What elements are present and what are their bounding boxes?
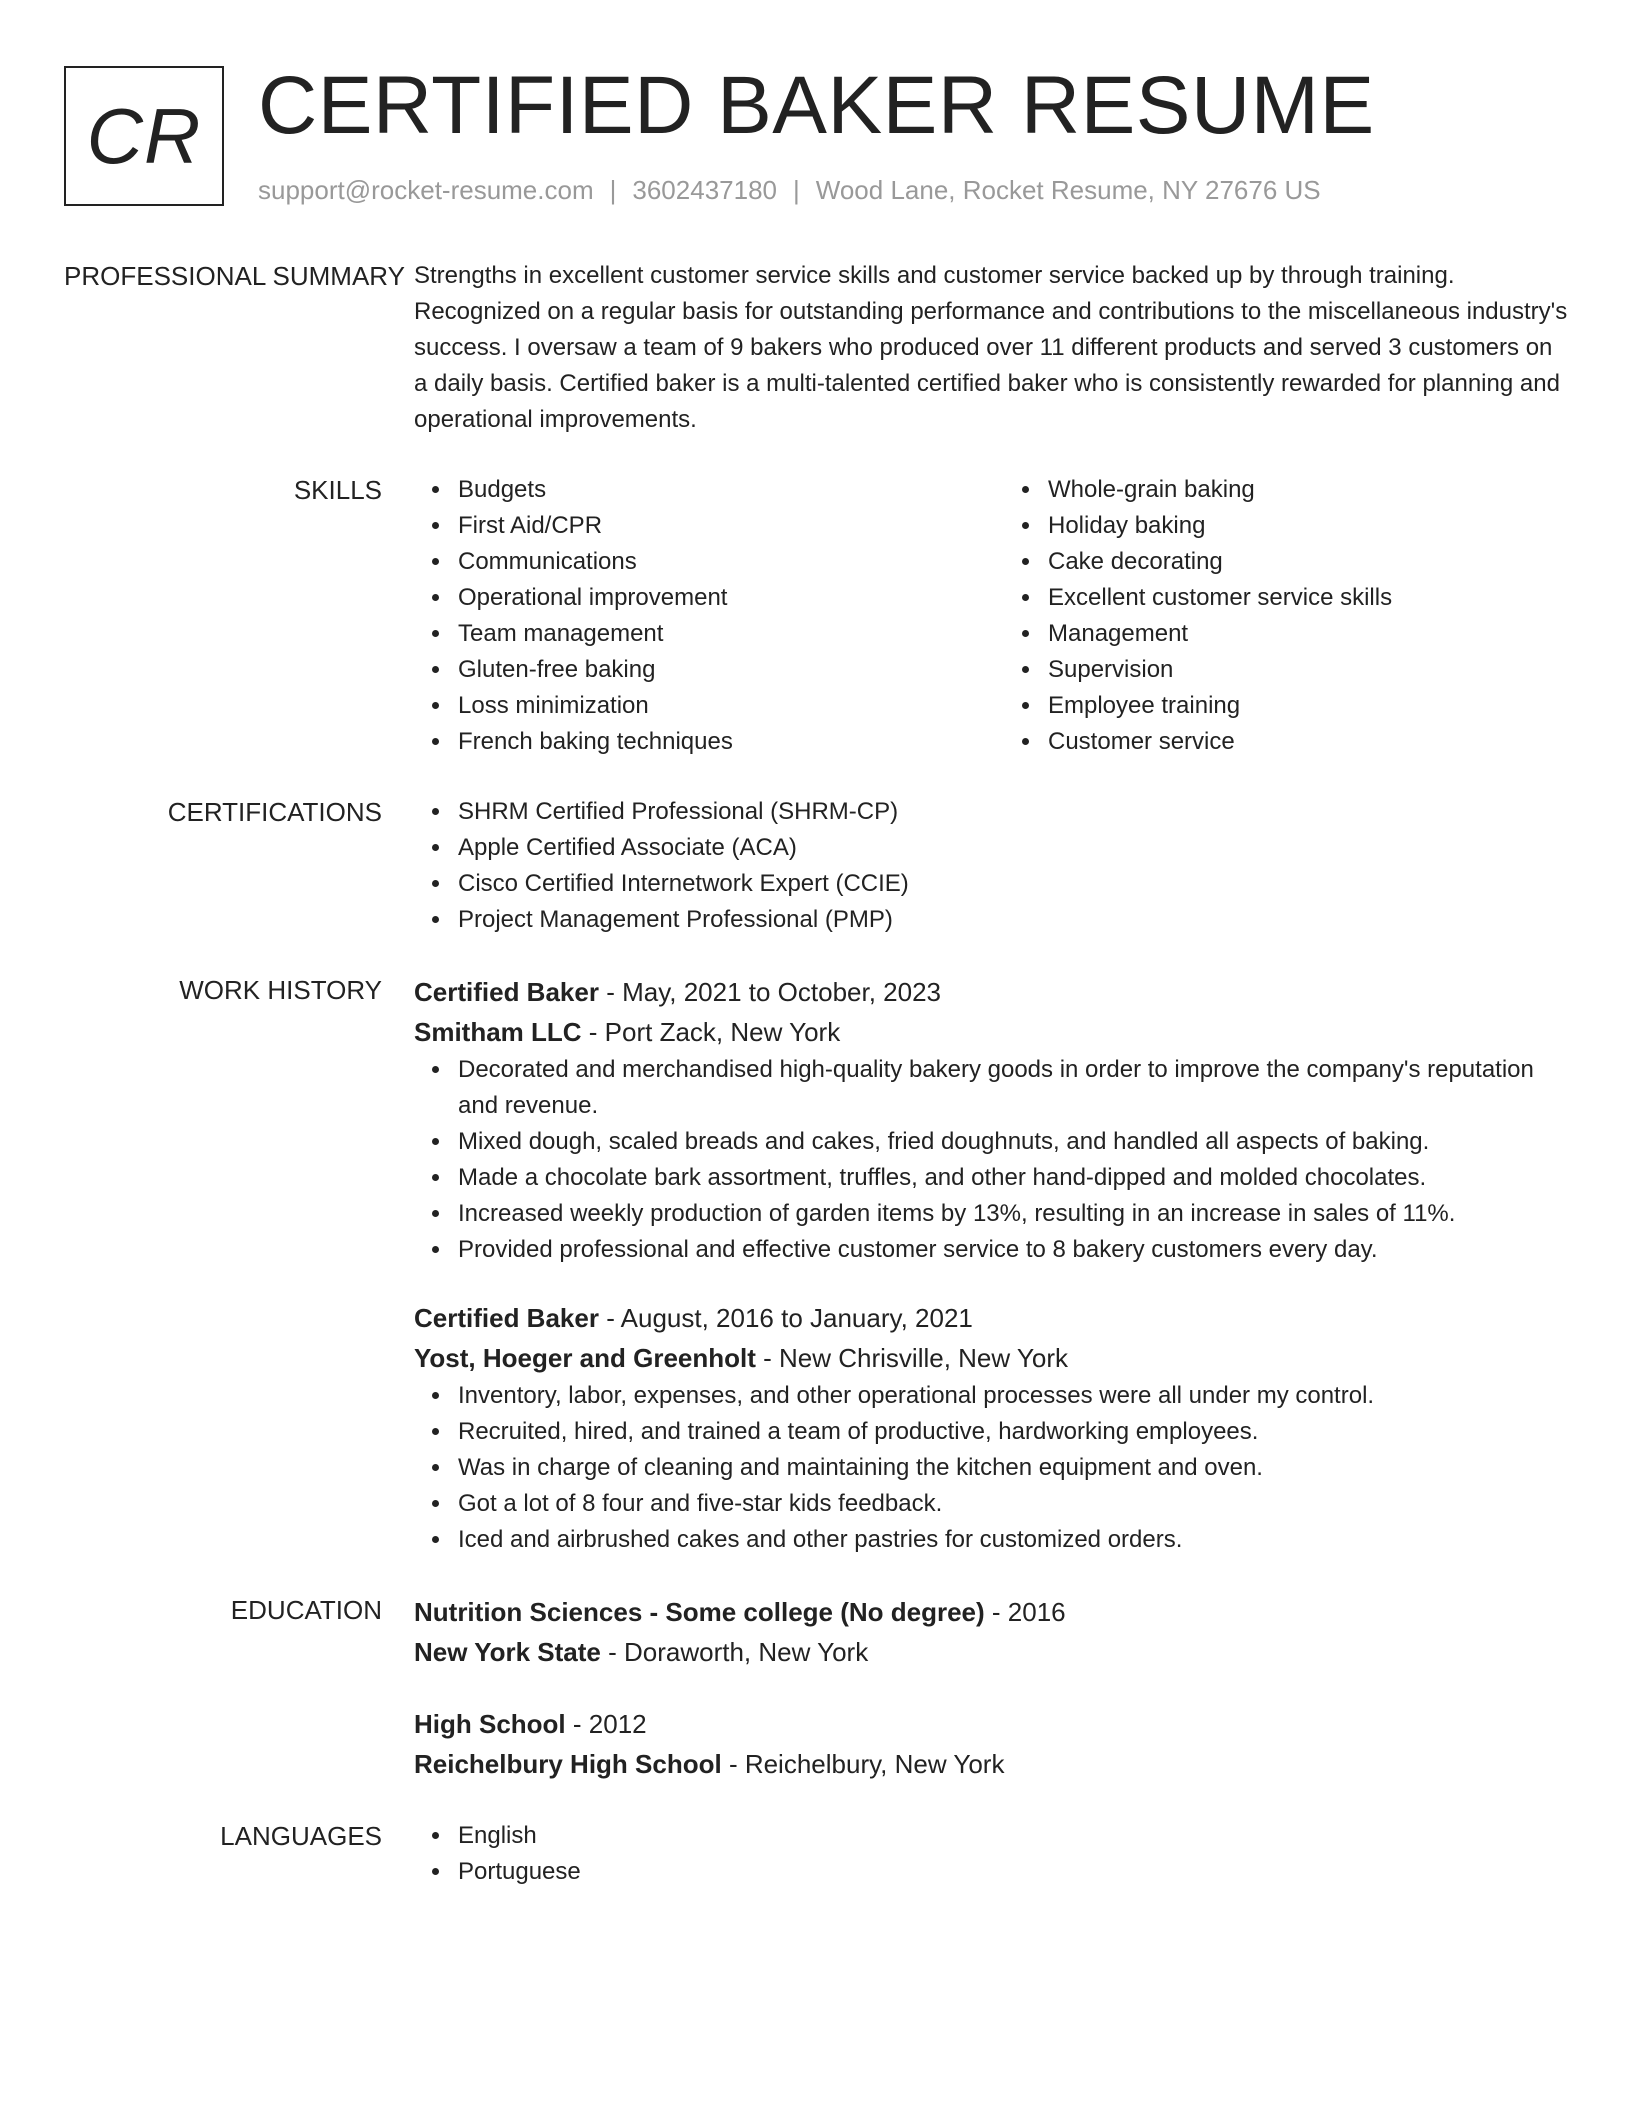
job-entry (414, 972, 1568, 1268)
language-item: Portuguese (458, 1854, 1568, 1890)
job-company-line (414, 1338, 1568, 1378)
skills-heading: SKILLS (293, 475, 382, 505)
resume-header (64, 60, 1568, 210)
resume-sections (64, 258, 1568, 1924)
skills-list-left (414, 472, 1004, 760)
summary-section (64, 258, 1568, 438)
summary-text: Strengths in excellent customer service skills and customer service backed up by through training. Recognized on a regular basis for outstanding performance and contributions to the miscellaneous industry's success. I oversaw a team of 9 bakers who produced over 11 different products and served 3 customers on a daily basis. Certified baker is a multi-talented certified baker who is consistently rewarded for planning and operational improvements. (414, 262, 1568, 433)
education-degree: Nutrition Sciences - Some college (No degree) (414, 1597, 985, 1627)
language-item: English (458, 1818, 1568, 1854)
job-duty-item: Inventory, labor, expenses, and other operational processes were all under my control. (458, 1378, 1568, 1414)
job-duties-list (414, 1378, 1568, 1558)
skill-item: French baking techniques (458, 724, 1004, 760)
skill-item: Employee training (1048, 688, 1594, 724)
resume-title: CERTIFIED BAKER RESUME (258, 60, 1375, 151)
education-year: - 2012 (565, 1709, 647, 1739)
contact-line (258, 172, 1321, 208)
job-location: - Port Zack, New York (581, 1017, 841, 1047)
job-dates: - May, 2021 to October, 2023 (598, 977, 942, 1007)
certification-item: Project Management Professional (PMP) (458, 902, 1568, 938)
job-duty-item: Iced and airbrushed cakes and other pastries for customized orders. (458, 1522, 1568, 1558)
certifications-heading: CERTIFICATIONS (167, 797, 382, 827)
contact-separator: | (609, 175, 617, 205)
contact-email: support@rocket-resume.com (258, 175, 594, 205)
job-company: Smitham LLC (414, 1017, 582, 1047)
education-entry (414, 1592, 1568, 1672)
job-duty-item: Decorated and merchandised high-quality bakery goods in order to improve the company's reputation and revenue. (458, 1052, 1568, 1124)
job-duty-item: Increased weekly production of garden items by 13%, resulting in an increase in sales of 11%. (458, 1196, 1568, 1232)
monogram-logo: CR (64, 66, 224, 206)
education-degree: High School (414, 1709, 566, 1739)
certification-item: Cisco Certified Internetwork Expert (CCIE) (458, 866, 1568, 902)
job-role: Certified Baker (414, 1303, 599, 1333)
job-duties-list (414, 1052, 1568, 1268)
education-degree-line (414, 1592, 1568, 1632)
education-heading: EDUCATION (230, 1595, 382, 1625)
languages-list (414, 1818, 1568, 1890)
education-school: New York State (414, 1637, 601, 1667)
skills-list-right (1004, 472, 1594, 760)
work-history-section (64, 972, 1568, 1558)
education-section (64, 1592, 1568, 1784)
certifications-list (414, 794, 1568, 938)
education-degree-line (414, 1704, 1568, 1744)
summary-heading: PROFESSIONAL SUMMARY (64, 261, 405, 291)
skill-item: Management (1048, 616, 1594, 652)
skill-item: Supervision (1048, 652, 1594, 688)
job-title-line (414, 1298, 1568, 1338)
skill-item: Budgets (458, 472, 1004, 508)
contact-phone: 3602437180 (632, 175, 777, 205)
job-duty-item: Got a lot of 8 four and five-star kids feedback. (458, 1486, 1568, 1522)
job-duty-item: Made a chocolate bark assortment, truffles, and other hand-dipped and molded chocolates. (458, 1160, 1568, 1196)
contact-address: Wood Lane, Rocket Resume, NY 27676 US (815, 175, 1321, 205)
job-location: - New Chrisville, New York (755, 1343, 1068, 1373)
education-school: Reichelbury High School (414, 1749, 722, 1779)
job-duty-item: Provided professional and effective customer service to 8 bakery customers every day. (458, 1232, 1568, 1268)
skills-section (64, 472, 1568, 760)
skill-item: Loss minimization (458, 688, 1004, 724)
job-title-line (414, 972, 1568, 1012)
languages-heading: LANGUAGES (220, 1821, 382, 1851)
education-school-line (414, 1744, 1568, 1784)
education-location: - Doraworth, New York (600, 1637, 869, 1667)
skill-item: Whole-grain baking (1048, 472, 1594, 508)
skill-item: Customer service (1048, 724, 1594, 760)
education-entry (414, 1704, 1568, 1784)
skill-item: Holiday baking (1048, 508, 1594, 544)
skill-item: Communications (458, 544, 1004, 580)
certification-item: SHRM Certified Professional (SHRM-CP) (458, 794, 1568, 830)
education-location: - Reichelbury, New York (721, 1749, 1005, 1779)
job-company: Yost, Hoeger and Greenholt (414, 1343, 756, 1373)
job-role: Certified Baker (414, 977, 599, 1007)
skill-item: Cake decorating (1048, 544, 1594, 580)
work-history-heading: WORK HISTORY (179, 975, 382, 1005)
skill-item: Excellent customer service skills (1048, 580, 1594, 616)
education-school-line (414, 1632, 1568, 1672)
languages-section (64, 1818, 1568, 1890)
job-entry (414, 1298, 1568, 1558)
job-duty-item: Was in charge of cleaning and maintaining the kitchen equipment and oven. (458, 1450, 1568, 1486)
certifications-section (64, 794, 1568, 938)
job-dates: - August, 2016 to January, 2021 (598, 1303, 973, 1333)
job-duty-item: Recruited, hired, and trained a team of productive, hardworking employees. (458, 1414, 1568, 1450)
skill-item: First Aid/CPR (458, 508, 1004, 544)
job-company-line (414, 1012, 1568, 1052)
skill-item: Gluten-free baking (458, 652, 1004, 688)
job-duty-item: Mixed dough, scaled breads and cakes, fried doughnuts, and handled all aspects of baking. (458, 1124, 1568, 1160)
certification-item: Apple Certified Associate (ACA) (458, 830, 1568, 866)
education-year: - 2016 (984, 1597, 1066, 1627)
skill-item: Operational improvement (458, 580, 1004, 616)
contact-separator: | (793, 175, 800, 205)
skill-item: Team management (458, 616, 1004, 652)
